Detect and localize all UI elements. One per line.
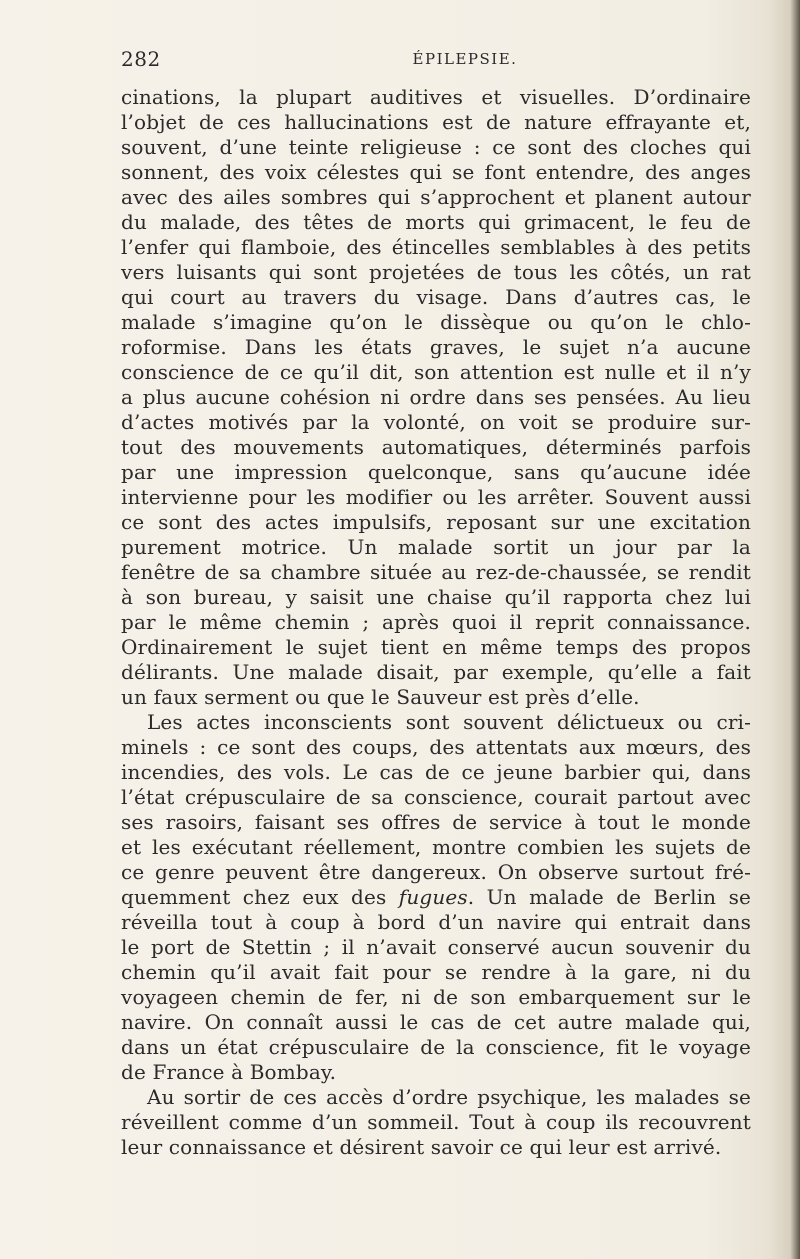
text-segment: quemment chez eux des xyxy=(121,885,399,909)
text-line: par une impression quelconque, sans qu’aucune idée xyxy=(121,460,751,484)
text-line: malade s’imagine qu’on le dissèque ou qu’on le chlo- xyxy=(121,310,751,334)
text-line: d’actes motivés par la volonté, on voit se produire sur- xyxy=(121,410,751,434)
text-line: avec des ailes sombres qui s’approchent et planent autour xyxy=(121,185,751,209)
text-line: qui court au travers du visage. Dans d’autres cas, le xyxy=(121,285,751,309)
text-line: navire. On connaît aussi le cas de cet autre malade qui, xyxy=(121,1010,751,1034)
text-line: le port de Stettin ; il n’avait conservé aucun souvenir du xyxy=(121,935,751,959)
text-line: cinations, la plupart auditives et visuelles. D’ordinaire xyxy=(121,85,751,109)
text-line: Au sortir de ces accès d’ordre psychique, les malades se xyxy=(147,1085,751,1109)
text-line: minels : ce sont des coups, des attentats aux mœurs, des xyxy=(121,735,751,759)
text-segment: . Un malade de Berlin se xyxy=(467,885,751,909)
text-line: et les exécutant réellement, montre combien les sujets de xyxy=(121,835,751,859)
text-line: vers luisants qui sont projetées de tous les côtés, un rat xyxy=(121,260,751,284)
italic-word: fugues xyxy=(398,885,468,909)
text-line: ce genre peuvent être dangereux. On observe surtout fré- xyxy=(121,860,751,884)
text-line: délirants. Une malade disait, par exemple, qu’elle a fait xyxy=(121,660,751,684)
text-line: voyageen chemin de fer, ni de son embarquement sur le xyxy=(121,985,751,1009)
text-line: réveillent comme d’un sommeil. Tout à coup ils recouvrent xyxy=(121,1110,751,1134)
page-number: 282 xyxy=(121,47,161,71)
text-line: un faux serment ou que le Sauveur est près d’elle. xyxy=(121,685,640,709)
text-line: l’enfer qui flamboie, des étincelles semblables à des petits xyxy=(121,235,751,259)
text-line: Ordinairement le sujet tient en même temps des propos xyxy=(121,635,751,659)
text-line: de France à Bombay. xyxy=(121,1060,337,1084)
text-line: purement motrice. Un malade sortit un jour par la xyxy=(121,535,751,559)
running-title: ÉPILEPSIE. xyxy=(412,50,518,68)
text-line: l’état crépusculaire de sa conscience, courait partout avec xyxy=(121,785,751,809)
text-line: leur connaissance et désirent savoir ce qui leur est arrivé. xyxy=(121,1135,722,1159)
text-line: conscience de ce qu’il dit, son attention est nulle et il n’y xyxy=(121,360,751,384)
text-line: intervienne pour les modifier ou les arrêter. Souvent aussi xyxy=(121,485,751,509)
text-line: ce sont des actes impulsifs, reposant sur une excitation xyxy=(121,510,751,534)
text-line: roformise. Dans les états graves, le sujet n’a aucune xyxy=(121,335,751,359)
text-line: incendies, des vols. Le cas de ce jeune barbier qui, dans xyxy=(121,760,751,784)
text-line: fenêtre de sa chambre située au rez-de-chaussée, se rendit xyxy=(121,560,751,584)
text-line: ses rasoirs, faisant ses offres de service à tout le monde xyxy=(121,810,751,834)
text-line: a plus aucune cohésion ni ordre dans ses pensées. Au lieu xyxy=(121,385,751,409)
text-line: dans un état crépusculaire de la conscience, fit le voyage xyxy=(121,1035,751,1059)
text-line: Les actes inconscients sont souvent délictueux ou cri- xyxy=(147,710,751,734)
text-line: réveilla tout à coup à bord d’un navire qui entrait dans xyxy=(121,910,751,934)
text-line: tout des mouvements automatiques, déterminés parfois xyxy=(121,435,751,459)
text-line: souvent, d’une teinte religieuse : ce sont des cloches qui xyxy=(121,135,751,159)
text-line: l’objet de ces hallucinations est de nature effrayante et, xyxy=(121,110,751,134)
text-line: chemin qu’il avait fait pour se rendre à la gare, ni du xyxy=(121,960,751,984)
text-line: sonnent, des voix célestes qui se font entendre, des anges xyxy=(121,160,751,184)
page-edge xyxy=(790,0,800,1259)
text-line: du malade, des têtes de morts qui grimacent, le feu de xyxy=(121,210,751,234)
text-line: à son bureau, y saisit une chaise qu’il rapporta chez lui xyxy=(121,585,751,609)
text-line xyxy=(121,885,751,910)
page-header xyxy=(121,47,749,75)
body-text xyxy=(121,85,751,1160)
text-line: par le même chemin ; après quoi il reprit connaissance. xyxy=(121,610,751,634)
